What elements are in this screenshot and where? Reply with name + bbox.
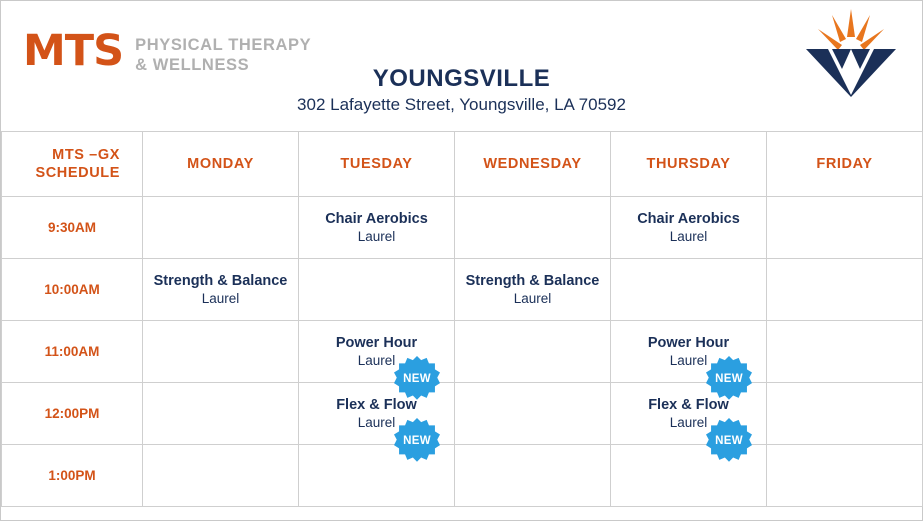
class-cell: [299, 321, 455, 383]
class-name: Chair Aerobics: [637, 211, 740, 227]
class-cell: [767, 383, 923, 445]
mts-mountain-icon: [802, 9, 902, 97]
table-row: [2, 321, 923, 383]
class-cell: [455, 259, 611, 321]
table-row: [2, 383, 923, 445]
corner-label-line1: MTS –GX: [52, 147, 120, 163]
day-header-friday: FRIDAY: [767, 132, 923, 197]
class-cell: [299, 445, 455, 507]
logo-tagline-line1: PHYSICAL THERAPY: [135, 36, 312, 54]
class-cell: [767, 259, 923, 321]
class-cell: [299, 197, 455, 259]
corner-label: [2, 132, 143, 197]
time-label: 9:30AM: [2, 197, 143, 259]
class-cell: [143, 445, 299, 507]
class-instructor: Laurel: [669, 353, 708, 368]
class-cell: [299, 383, 455, 445]
class-cell: [767, 321, 923, 383]
day-header-thursday: THURSDAY: [611, 132, 767, 197]
new-badge-label: NEW: [715, 373, 743, 385]
table-header-row: [2, 132, 923, 197]
day-header-wednesday: WEDNESDAY: [455, 132, 611, 197]
day-header-tuesday: TUESDAY: [299, 132, 455, 197]
table-row: [2, 197, 923, 259]
table-row: [2, 445, 923, 507]
corner-label-line2: SCHEDULE: [35, 165, 120, 181]
class-name: Flex & Flow: [336, 397, 417, 413]
class-cell: [767, 197, 923, 259]
class-instructor: Laurel: [357, 229, 396, 244]
page-header: [1, 1, 922, 131]
class-cell: [611, 445, 767, 507]
class-cell: [455, 383, 611, 445]
class-name: Power Hour: [335, 335, 418, 351]
new-badge-label: NEW: [403, 435, 431, 447]
time-label: 10:00AM: [2, 259, 143, 321]
location-title-block: [1, 65, 922, 116]
class-instructor: Laurel: [669, 415, 708, 430]
class-instructor: Laurel: [669, 229, 708, 244]
time-label: 12:00PM: [2, 383, 143, 445]
logo-tagline-line2: & WELLNESS: [135, 56, 250, 74]
class-cell: [611, 321, 767, 383]
time-label: 1:00PM: [2, 445, 143, 507]
page-title: YOUNGSVILLE: [372, 65, 551, 92]
new-badge-label: NEW: [715, 435, 743, 447]
class-cell: [143, 383, 299, 445]
time-label: 11:00AM: [2, 321, 143, 383]
location-address: 302 Lafayette Street, Youngsville, LA 70592: [297, 95, 626, 114]
class-cell: [299, 259, 455, 321]
class-cell: [143, 197, 299, 259]
class-name: Strength & Balance: [153, 273, 288, 289]
class-instructor: Laurel: [201, 291, 240, 306]
class-cell: [611, 197, 767, 259]
class-instructor: Laurel: [357, 415, 396, 430]
class-cell: [455, 197, 611, 259]
class-cell: [767, 445, 923, 507]
table-row: [2, 259, 923, 321]
class-cell: [611, 383, 767, 445]
class-instructor: Laurel: [357, 353, 396, 368]
day-header-monday: MONDAY: [143, 132, 299, 197]
class-cell: [455, 445, 611, 507]
class-name: Power Hour: [647, 335, 730, 351]
logo-wordmark: MTS: [23, 26, 124, 76]
class-name: Strength & Balance: [465, 273, 600, 289]
schedule-table: [1, 131, 923, 507]
class-cell: [143, 321, 299, 383]
class-cell: [611, 259, 767, 321]
class-name: Flex & Flow: [648, 397, 729, 413]
class-instructor: Laurel: [513, 291, 552, 306]
new-badge-label: NEW: [403, 373, 431, 385]
class-cell: [143, 259, 299, 321]
class-cell: [455, 321, 611, 383]
class-name: Chair Aerobics: [325, 211, 428, 227]
